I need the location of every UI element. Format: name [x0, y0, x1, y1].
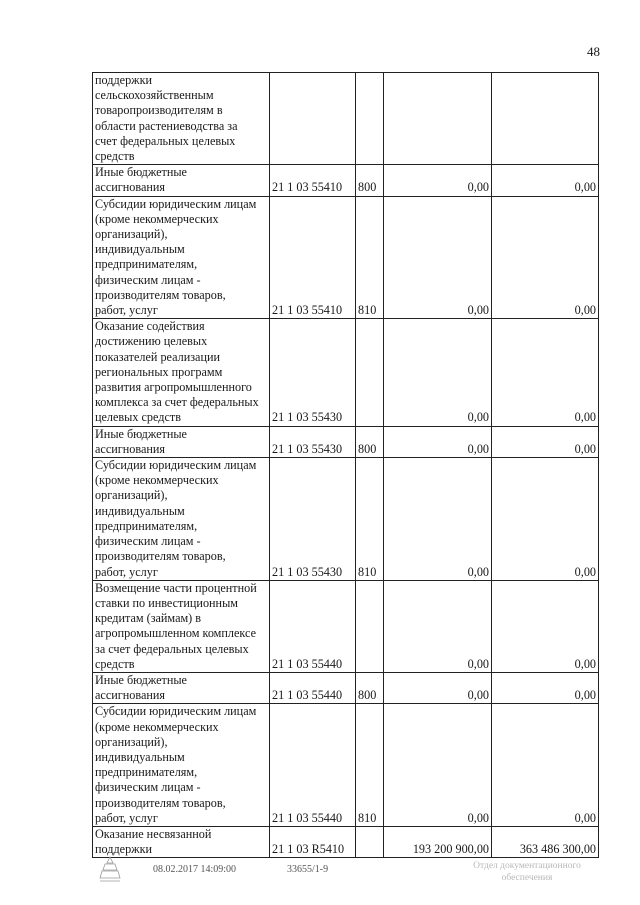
- row-sum-2017-cell: 193 200 900,00: [384, 826, 492, 857]
- row-expense-type-cell: 810: [356, 458, 384, 581]
- row-expense-type-cell: [356, 826, 384, 857]
- row-name-line: сельскохозяйственным: [95, 88, 214, 103]
- budget-table-body: [93, 73, 599, 858]
- row-name-line: кредитам (займам) в: [95, 611, 202, 626]
- table-row: [93, 196, 599, 319]
- row-name-line: показателей реализации: [95, 349, 221, 364]
- row-sum-2017-cell: [384, 73, 492, 165]
- row-expense-type-cell: 800: [356, 426, 384, 457]
- footer-watermark-line: Отдел документационного: [473, 861, 581, 871]
- row-name-cell: [93, 319, 270, 426]
- row-sum-2017-cell: 0,00: [384, 196, 492, 319]
- row-expense-type-cell: [356, 580, 384, 672]
- table-row: [93, 580, 599, 672]
- table-row: [93, 672, 599, 703]
- row-name-line: физическим лицам -: [95, 534, 201, 549]
- row-name-cell: [93, 165, 270, 196]
- row-sum-2018-cell: 0,00: [492, 165, 599, 196]
- table-row: [93, 426, 599, 457]
- row-code-cell: 21 1 03 55430: [270, 426, 356, 457]
- row-sum-2018-cell: 363 486 300,00: [492, 826, 599, 857]
- row-name-line: области растениеводства за: [95, 118, 238, 133]
- row-sum-2017-cell: 0,00: [384, 458, 492, 581]
- row-name-line: региональных программ: [95, 364, 223, 379]
- row-name-line: работ, услуг: [95, 564, 158, 579]
- row-name-line: Оказание несвязанной: [95, 826, 212, 841]
- row-expense-type-cell: [356, 73, 384, 165]
- row-name-line: средств: [95, 656, 135, 671]
- row-name-line: поддержки: [95, 73, 153, 87]
- row-name-line: работ, услуг: [95, 303, 158, 318]
- row-name-line: Возмещение части процентной: [95, 580, 257, 595]
- row-name-line: производителям товаров,: [95, 549, 226, 564]
- row-name-line: средств: [95, 149, 135, 164]
- row-code-cell: 21 1 03 55410: [270, 196, 356, 319]
- row-code-cell: [270, 73, 356, 165]
- row-name-line: счет федеральных целевых: [95, 133, 236, 148]
- table-row: [93, 165, 599, 196]
- table-row: [93, 704, 599, 827]
- table-row: [93, 458, 599, 581]
- row-sum-2018-cell: 0,00: [492, 319, 599, 426]
- page-footer: [0, 860, 640, 890]
- row-code-cell: 21 1 03 55440: [270, 672, 356, 703]
- row-expense-type-cell: 800: [356, 672, 384, 703]
- row-name-line: Иные бюджетные: [95, 165, 187, 180]
- row-sum-2018-cell: 0,00: [492, 458, 599, 581]
- row-expense-type-cell: 800: [356, 165, 384, 196]
- row-name-line: Субсидии юридическим лицам: [95, 458, 257, 473]
- row-sum-2017-cell: 0,00: [384, 704, 492, 827]
- row-expense-type-cell: [356, 319, 384, 426]
- row-code-cell: 21 1 03 55430: [270, 458, 356, 581]
- footer-watermark: [452, 860, 602, 884]
- row-sum-2017-cell: 0,00: [384, 580, 492, 672]
- footer-doc-code: 33655/1-9: [287, 864, 329, 875]
- row-name-line: физическим лицам -: [95, 272, 201, 287]
- row-code-cell: 21 1 03 55430: [270, 319, 356, 426]
- row-sum-2017-cell: 0,00: [384, 426, 492, 457]
- row-sum-2018-cell: 0,00: [492, 704, 599, 827]
- row-name-line: агропромышленном комплексе: [95, 626, 256, 641]
- row-name-cell: [93, 672, 270, 703]
- row-name-line: индивидуальным: [95, 242, 185, 257]
- row-name-cell: [93, 73, 270, 165]
- row-name-line: предпринимателям,: [95, 765, 198, 780]
- row-code-cell: 21 1 03 55440: [270, 704, 356, 827]
- row-name-line: целевых средств: [95, 410, 181, 425]
- row-name-cell: [93, 196, 270, 319]
- budget-table: [92, 72, 599, 858]
- row-name-cell: [93, 704, 270, 827]
- row-name-cell: [93, 426, 270, 457]
- row-sum-2017-cell: 0,00: [384, 672, 492, 703]
- row-name-line: товаропроизводителям в: [95, 103, 223, 118]
- row-expense-type-cell: 810: [356, 196, 384, 319]
- footer-date: 08.02.2017 14:09:00: [153, 864, 237, 875]
- row-name-line: Субсидии юридическим лицам: [95, 704, 257, 719]
- row-sum-2017-cell: 0,00: [384, 165, 492, 196]
- row-name-line: ассигнования: [95, 441, 166, 456]
- page-number: 48: [587, 44, 600, 59]
- row-name-line: Оказание содействия: [95, 319, 205, 334]
- row-sum-2018-cell: 0,00: [492, 196, 599, 319]
- row-sum-2018-cell: 0,00: [492, 426, 599, 457]
- row-sum-2017-cell: 0,00: [384, 319, 492, 426]
- row-name-line: организаций),: [95, 734, 168, 749]
- row-name-cell: [93, 580, 270, 672]
- row-name-line: производителям товаров,: [95, 287, 226, 302]
- row-code-cell: 21 1 03 R5410: [270, 826, 356, 857]
- footer-watermark-line: обеспечения: [501, 873, 553, 883]
- row-name-line: Иные бюджетные: [95, 426, 187, 441]
- row-name-line: предпринимателям,: [95, 518, 198, 533]
- row-name-cell: [93, 458, 270, 581]
- table-row: [93, 319, 599, 426]
- table-row: [93, 73, 599, 165]
- row-name-line: поддержки: [95, 842, 153, 857]
- row-name-line: ассигнования: [95, 688, 166, 703]
- row-name-line: за счет федеральных целевых: [95, 641, 249, 656]
- row-name-line: ассигнования: [95, 180, 166, 195]
- row-sum-2018-cell: 0,00: [492, 672, 599, 703]
- row-name-line: комплекса за счет федеральных: [95, 395, 259, 410]
- row-sum-2018-cell: [492, 73, 599, 165]
- row-name-line: достижению целевых: [95, 334, 208, 349]
- row-name-line: индивидуальным: [95, 749, 185, 764]
- row-name-line: Субсидии юридическим лицам: [95, 196, 257, 211]
- table-row: [93, 826, 599, 857]
- row-name-line: физическим лицам -: [95, 780, 201, 795]
- row-sum-2018-cell: 0,00: [492, 580, 599, 672]
- row-name-line: предпринимателям,: [95, 257, 198, 272]
- stamp-icon: [96, 854, 124, 884]
- row-name-line: работ, услуг: [95, 810, 158, 825]
- row-name-line: ставки по инвестиционным: [95, 595, 238, 610]
- row-name-line: развития агропромышленного: [95, 380, 252, 395]
- row-name-line: производителям товаров,: [95, 795, 226, 810]
- row-name-line: организаций),: [95, 227, 168, 242]
- row-name-line: (кроме некоммерческих: [95, 719, 219, 734]
- row-name-line: организаций),: [95, 488, 168, 503]
- row-code-cell: 21 1 03 55440: [270, 580, 356, 672]
- row-name-line: индивидуальным: [95, 503, 185, 518]
- row-name-line: Иные бюджетные: [95, 672, 187, 687]
- row-expense-type-cell: 810: [356, 704, 384, 827]
- row-name-line: (кроме некоммерческих: [95, 211, 219, 226]
- row-name-line: (кроме некоммерческих: [95, 473, 219, 488]
- row-code-cell: 21 1 03 55410: [270, 165, 356, 196]
